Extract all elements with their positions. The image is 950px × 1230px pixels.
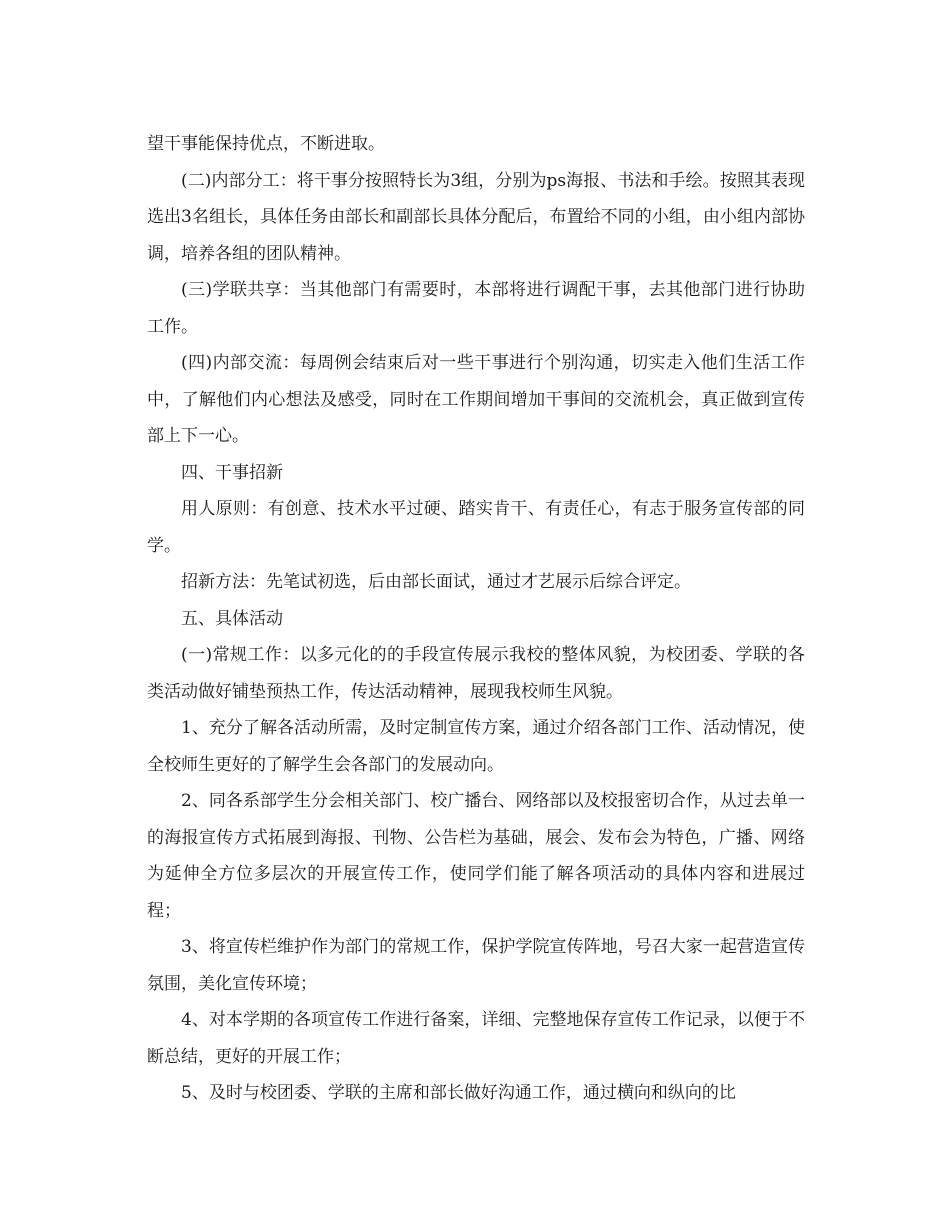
paragraph-continuation: 望干事能保持优点，不断进取。 (147, 134, 385, 154)
list-item-5: 5、及时与校团委、学联的主席和部长做好沟通工作，通过横向和纵向的比 (181, 1083, 736, 1103)
paragraph-internal-communication: (四)内部交流：每周例会结束后对一些干事进行个别沟通，切实走入他们生活工作中，了解他们内心想法及感受，同时在工作期间增加干事间的交流机会，真正做到宣传部上下一心。 (147, 353, 805, 446)
paragraph-union-sharing: (三)学联共享：当其他部门有需要时，本部将进行调配干事，去其他部门进行协助工作。 (147, 280, 805, 337)
list-item-3: 3、将宣传栏维护作为部门的常规工作，保护学院宣传阵地，号召大家一起营造宣传氛围，美化宣传环境； (147, 937, 805, 994)
list-item-2: 2、同各系部学生分会相关部门、校广播台、网络部以及校报密切合作，从过去单一的海报宣传方式拓展到海报、刊物、公告栏为基础，展会、发布会为特色，广播、网络为延伸全方位多层次的开展宣传工作，使同学们能了解各项活动的具体内容和进展过程； (147, 791, 805, 921)
paragraph-recruitment-method: 招新方法：先笔试初选，后由部长面试，通过才艺展示后综合评定。 (181, 572, 691, 592)
heading-recruitment: 四、干事招新 (181, 462, 283, 483)
list-item-1: 1、充分了解各活动所需，及时定制宣传方案，通过介绍各部门工作、活动情况，使全校师生更好的了解学生会各部门的发展动向。 (147, 718, 805, 775)
document-body (147, 126, 805, 1112)
paragraph-internal-division: (二)内部分工：将干事分按照特长为3组，分别为ps海报、书法和手绘。按照其表现选出3名组长，具体任务由部长和副部长具体分配后，布置给不同的小组，由小组内部协调，培养各组的团队精神。 (147, 170, 805, 264)
list-item-4: 4、对本学期的各项宣传工作进行备案，详细、完整地保存宣传工作记录，以便于不断总结，更好的开展工作； (147, 1010, 805, 1067)
heading-specific-activities: 五、具体活动 (181, 608, 283, 629)
paragraph-routine-work: (一)常规工作：以多元化的的手段宣传展示我校的整体风貌，为校团委、学联的各类活动做好铺垫预热工作，传达活动精神，展现我校师生风貌。 (147, 645, 805, 702)
paragraph-hiring-principle: 用人原则：有创意、技术水平过硬、踏实肯干、有责任心，有志于服务宣传部的同学。 (147, 499, 805, 556)
